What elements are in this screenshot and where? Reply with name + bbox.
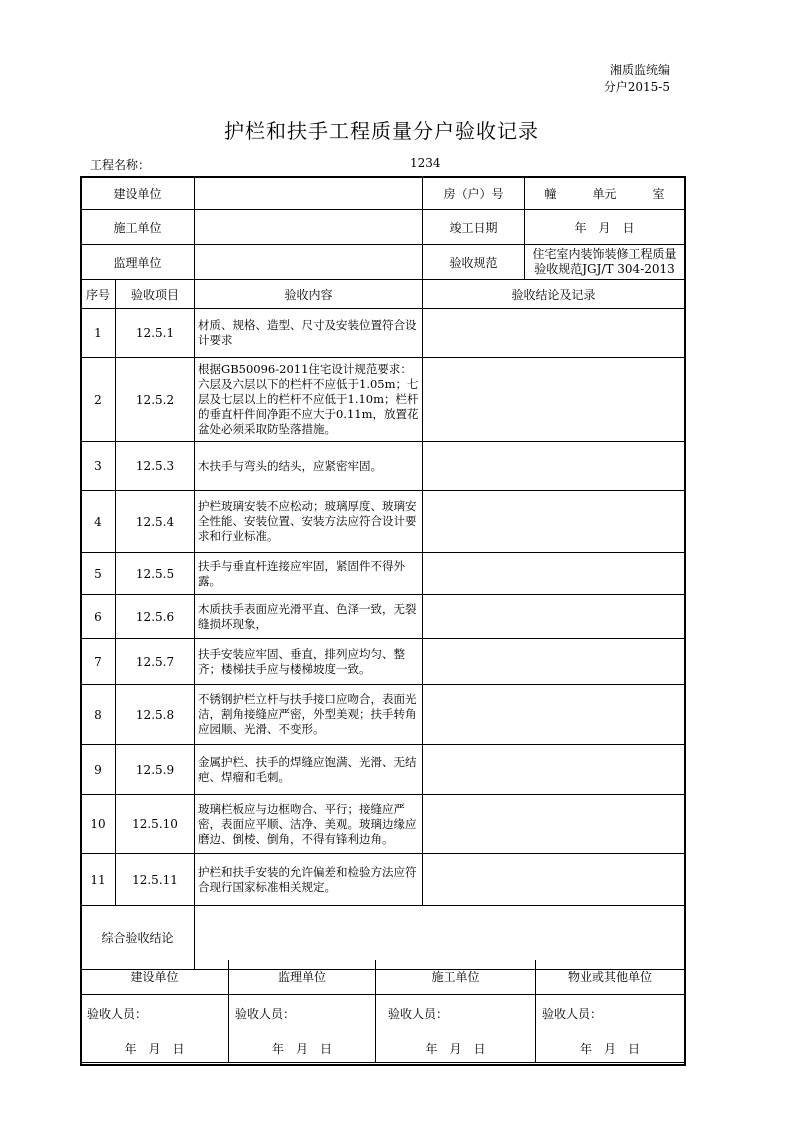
complete-date-value[interactable]: 年 月 日: [525, 210, 685, 245]
info-row-supervise: [81, 245, 685, 280]
build-unit-value[interactable]: [195, 177, 423, 210]
row-no: 1: [81, 309, 116, 358]
standard-value-line2: 验收规范JGJ/T 304-2013: [534, 262, 675, 276]
sig-person-supervise: 验收人员：: [235, 1006, 296, 1021]
table-row: [81, 595, 685, 639]
row-content: 护栏玻璃安装不应松动；玻璃厚度、玻璃安全性能、安装位置、安装方法应符合设计要求和行业标准。: [195, 491, 423, 553]
table-row: [81, 309, 685, 358]
sig-cell-supervise[interactable]: [229, 994, 376, 1062]
row-no: 9: [81, 745, 116, 795]
row-item: 12.5.6: [116, 595, 195, 639]
sig-person-build: 验收人员：: [87, 1006, 148, 1021]
row-result[interactable]: [423, 442, 685, 491]
page-title: 护栏和扶手工程质量分户验收记录: [224, 119, 539, 143]
standard-value: [525, 245, 685, 280]
col-header-item: 验收项目: [116, 280, 195, 309]
row-content: 根据GB50096-2011住宅设计规范要求：六层及六层以下的栏杆不应低于1.05m；七层及七层以上的栏杆不应低于1.10m；栏杆的垂直杆件间净距不应大于0.11m，放置花盆处必须采取防坠落措施。: [195, 358, 423, 442]
sig-cell-build[interactable]: [81, 994, 229, 1062]
col-header-content: 验收内容: [195, 280, 423, 309]
row-item: 12.5.3: [116, 442, 195, 491]
row-no: 7: [81, 639, 116, 685]
table-row: [81, 553, 685, 595]
row-item: 12.5.5: [116, 553, 195, 595]
row-no: 4: [81, 491, 116, 553]
table-row: [81, 854, 685, 906]
inspection-rows: [81, 309, 685, 906]
table-row: [81, 639, 685, 685]
row-item: 12.5.2: [116, 358, 195, 442]
row-no: 10: [81, 795, 116, 854]
signature-person-row: [81, 994, 685, 1062]
inspection-table: [80, 176, 685, 970]
row-no: 11: [81, 854, 116, 906]
supervise-unit-label: 监理单位: [81, 245, 195, 280]
row-result[interactable]: [423, 309, 685, 358]
row-content: 木质扶手表面应光滑平直、色泽一致，无裂缝损坏现象，: [195, 595, 423, 639]
row-item: 12.5.8: [116, 685, 195, 745]
row-content: 扶手安装应牢固、垂直，排列应均匀、整齐；楼梯扶手应与楼梯坡度一致。: [195, 639, 423, 685]
project-name-value: 1234: [410, 156, 441, 170]
row-result[interactable]: [423, 491, 685, 553]
row-result[interactable]: [423, 358, 685, 442]
sig-date-supervise: 年 月 日: [271, 1041, 332, 1056]
col-header-result: 验收结论及记录: [423, 280, 685, 309]
sig-unit-property: 物业或其他单位: [536, 960, 685, 994]
complete-date-label: 竣工日期: [423, 210, 525, 245]
sig-unit-build: 建设单位: [81, 960, 229, 994]
table-row: [81, 491, 685, 553]
col-header-no: 序号: [81, 280, 116, 309]
conclusion-label: 综合验收结论: [81, 906, 195, 970]
row-content: 木扶手与弯头的结头，应紧密牢固。: [195, 442, 423, 491]
column-header-row: [81, 280, 685, 309]
table-row: [81, 745, 685, 795]
row-item: 12.5.11: [116, 854, 195, 906]
standard-value-line1: 住宅室内装饰装修工程质量: [532, 247, 677, 261]
row-content: 扶手与垂直杆连接应牢固，紧固件不得外露。: [195, 553, 423, 595]
sig-person-property: 验收人员：: [542, 1006, 603, 1021]
row-item: 12.5.9: [116, 745, 195, 795]
row-content: 玻璃栏板应与边框吻合、平行；接缝应严密，表面应平顺、洁净、美观。玻璃边缘应磨边、倒棱、倒角，不得有锋利边角。: [195, 795, 423, 854]
row-result[interactable]: [423, 745, 685, 795]
sig-date-build: 年 月 日: [124, 1041, 185, 1056]
signature-unit-row: [81, 960, 685, 994]
table-row: [81, 442, 685, 491]
sig-date-property: 年 月 日: [579, 1041, 640, 1056]
signature-table: [80, 960, 685, 1063]
table-row: [81, 685, 685, 745]
info-row-construct: [81, 210, 685, 245]
row-result[interactable]: [423, 639, 685, 685]
row-result[interactable]: [423, 854, 685, 906]
row-no: 6: [81, 595, 116, 639]
sig-date-construct: 年 月 日: [425, 1041, 486, 1056]
row-content: 护栏和扶手安装的允许偏差和检验方法应符合现行国家标准相关规定。: [195, 854, 423, 906]
room-label: 房（户）号: [423, 177, 525, 210]
row-item: 12.5.10: [116, 795, 195, 854]
info-row-build: [81, 177, 685, 210]
form-code-line1: 湘质监统编: [609, 63, 670, 77]
construct-unit-value[interactable]: [195, 210, 423, 245]
sig-person-construct: 验收人员：: [388, 1006, 449, 1021]
standard-label: 验收规范: [423, 245, 525, 280]
sig-cell-property[interactable]: [536, 994, 685, 1062]
row-content: 金属护栏、扶手的焊缝应饱满、光滑、无结疤、焊瘤和毛刺。: [195, 745, 423, 795]
row-content: 材质、规格、造型、尺寸及安装位置符合设计要求: [195, 309, 423, 358]
table-row: [81, 795, 685, 854]
project-name-label: 工程名称：: [90, 158, 151, 172]
row-no: 3: [81, 442, 116, 491]
table-row: [81, 358, 685, 442]
row-item: 12.5.7: [116, 639, 195, 685]
sig-unit-supervise: 监理单位: [229, 960, 376, 994]
sig-cell-construct[interactable]: [376, 994, 536, 1062]
form-code-line2: 分户2015-5: [603, 80, 670, 94]
row-content: 不锈钢护栏立杆与扶手接口应吻合，表面光洁，割角接缝应严密，外型美观；扶手转角应园顺、光滑、不变形。: [195, 685, 423, 745]
row-item: 12.5.1: [116, 309, 195, 358]
room-value[interactable]: 幢 单元 室: [525, 177, 685, 210]
sig-unit-construct: 施工单位: [376, 960, 536, 994]
construct-unit-label: 施工单位: [81, 210, 195, 245]
row-result[interactable]: [423, 685, 685, 745]
build-unit-label: 建设单位: [81, 177, 195, 210]
row-no: 8: [81, 685, 116, 745]
row-result[interactable]: [423, 795, 685, 854]
row-no: 5: [81, 553, 116, 595]
row-no: 2: [81, 358, 116, 442]
supervise-unit-value[interactable]: [195, 245, 423, 280]
row-result[interactable]: [423, 553, 685, 595]
row-result[interactable]: [423, 595, 685, 639]
row-item: 12.5.4: [116, 491, 195, 553]
